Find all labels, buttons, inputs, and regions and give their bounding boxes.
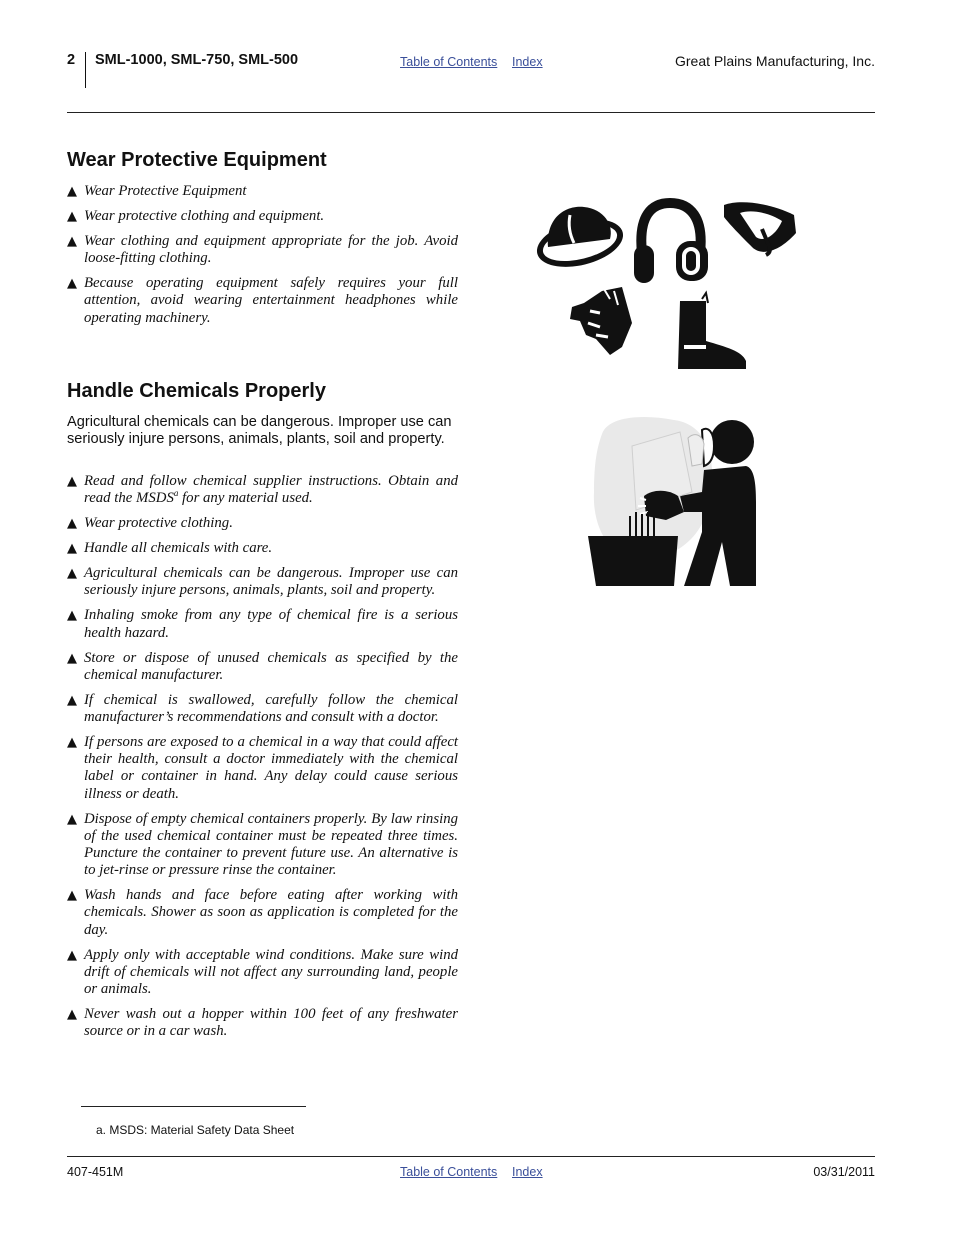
triangle-bullet-icon: ▲	[67, 276, 77, 292]
header-index-link[interactable]: Index	[512, 55, 543, 69]
triangle-bullet-icon: ▲	[67, 541, 77, 557]
list-item: ▲ Wear protective clothing and equipment.	[67, 208, 325, 224]
document-date: 03/31/2011	[813, 1165, 875, 1179]
triangle-bullet-icon: ▲	[67, 474, 77, 489]
list-item: ▲ Store or dispose of unused chemicals as specified by the chemical manufacturer.	[67, 649, 458, 683]
triangle-bullet-icon: ▲	[67, 516, 77, 532]
triangle-bullet-icon: ▲	[67, 811, 77, 827]
footer-index-link[interactable]: Index	[512, 1165, 543, 1179]
boot-icon	[678, 293, 746, 369]
list-item: ▲ Wear Protective Equipment	[67, 183, 247, 199]
company-name: Great Plains Manufacturing, Inc.	[675, 53, 875, 69]
section-heading-protective-equipment: Wear Protective Equipment	[67, 149, 327, 171]
triangle-bullet-icon: ▲	[67, 184, 77, 199]
list-item: ▲ If persons are exposed to a chemical in a way that could affect their health, consult a doctor immediately with the chemical label or container in hand. Any delay could cause serious illness or death.	[67, 734, 458, 802]
footnote-marker: a	[173, 488, 179, 499]
page-number: 2	[67, 52, 76, 68]
header-divider	[85, 52, 86, 88]
footnote-msds: a. MSDS: Material Safety Data Sheet	[96, 1123, 295, 1137]
goggles-icon	[724, 202, 796, 255]
footer-rule	[67, 1156, 875, 1157]
list-item: ▲ Never wash out a hopper within 100 feet of any freshwater source or in a car wash.	[67, 1006, 458, 1040]
list-item: ▲ Wear protective clothing.	[67, 515, 233, 532]
list-item: ▲ Agricultural chemicals can be dangerous. Improper use can seriously injure persons, animals, plants, soil and property.	[67, 565, 458, 599]
list-item: ▲ If chemical is swallowed, carefully follow the chemical manufacturer’s recommendations and consult with a doctor.	[67, 691, 458, 726]
triangle-bullet-icon: ▲	[67, 234, 77, 249]
headphones-icon	[634, 203, 708, 283]
document-title: SML-1000, SML-750, SML-500	[95, 52, 299, 68]
gloves-icon	[570, 287, 632, 355]
triangle-bullet-icon: ▲	[67, 888, 77, 904]
triangle-bullet-icon: ▲	[67, 735, 77, 751]
list-item: ▲ Handle all chemicals with care.	[67, 540, 273, 557]
list-item: ▲ Dispose of empty chemical containers properly. By law rinsing of the used chemical container must be repeated three times. Puncture the container to prevent future use. An alternative is to jet-rinse or pressure rinse the container.	[67, 810, 458, 879]
triangle-bullet-icon: ▲	[67, 650, 77, 666]
list-item: ▲ Because operating equipment safely requires your full attention, avoid wearing entertainment headphones while operating machinery.	[67, 275, 458, 326]
list-item: ▲ Wash hands and face before eating after working with chemicals. Shower as soon as application is completed for the day.	[67, 887, 458, 938]
list-item: ▲ Apply only with acceptable wind conditions. Make sure wind drift of chemicals will not affect any surrounding land, people or animals.	[67, 946, 458, 998]
triangle-bullet-icon: ▲	[67, 608, 77, 624]
list-item: ▲ Wear clothing and equipment appropriate for the job. Avoid loose-fitting clothing.	[67, 233, 458, 267]
footnote-rule	[81, 1106, 306, 1107]
triangle-bullet-icon: ▲	[67, 566, 77, 582]
protective-equipment-list	[67, 183, 458, 335]
triangle-bullet-icon: ▲	[67, 1007, 77, 1023]
document-number: 407-451M	[67, 1165, 124, 1179]
page-header	[0, 0, 954, 115]
footer-toc-link[interactable]: Table of Contents	[400, 1165, 498, 1179]
chemical-handling-illustration	[584, 412, 760, 594]
chemicals-intro-paragraph: Agricultural chemicals can be dangerous. Improper use can seriously injure persons, animals, plants, soil and property.	[67, 414, 452, 448]
triangle-bullet-icon: ▲	[67, 692, 77, 708]
chemicals-list	[67, 473, 458, 1048]
protective-equipment-illustration	[530, 195, 805, 375]
header-toc-link[interactable]: Table of Contents	[400, 55, 498, 69]
header-rule	[67, 112, 875, 113]
section-heading-chemicals: Handle Chemicals Properly	[67, 380, 326, 402]
triangle-bullet-icon: ▲	[67, 947, 77, 963]
list-item: ▲ Read and follow chemical supplier instructions. Obtain and read the MSDS$^a$ for any material used.	[67, 473, 458, 507]
hard-hat-icon	[532, 207, 628, 275]
list-item: ▲ Inhaling smoke from any type of chemical fire is a serious health hazard.	[67, 607, 458, 641]
triangle-bullet-icon: ▲	[67, 209, 77, 224]
